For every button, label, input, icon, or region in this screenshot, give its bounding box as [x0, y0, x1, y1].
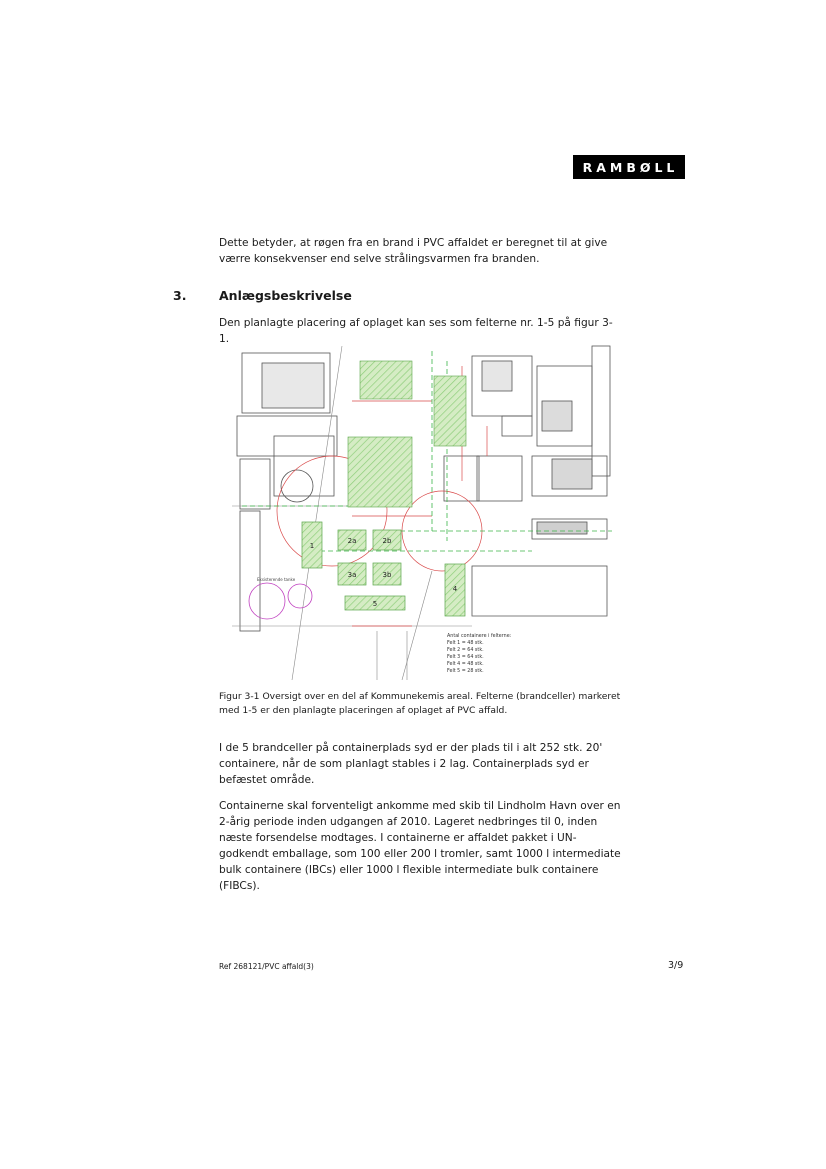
legend-row: Felt 1 = 48 stk. [447, 641, 484, 646]
body-paragraph-1: I de 5 brandceller på containerplads syd er der plads til i alt 252 stk. 20' containere, når de som planlagt stables i 2 lag. Containerplads syd er befæstet område. [219, 742, 603, 786]
page-number: 3/9 [668, 960, 684, 971]
site-plan-figure [232, 341, 613, 680]
legend-row: Felt 2 = 64 stk. [447, 648, 484, 653]
section-lead: Den planlagte placering af oplaget kan ses som felterne nr. 1-5 på figur 3-1. [219, 317, 613, 345]
legend-row: Felt 4 = 48 stk. [447, 662, 484, 667]
footer-reference: Ref 268121/PVC affald(3) [219, 962, 314, 971]
ramboll-logo: RAMBØLL [573, 155, 685, 179]
svg-text:Eksisterende tanke: Eksisterende tanke [257, 577, 296, 582]
field-2a-label: 2a [347, 537, 357, 545]
legend-row: Felt 5 = 28 stk. [447, 669, 484, 674]
legend-row: Felt 3 = 64 stk. [447, 655, 484, 660]
intro-paragraph: Dette betyder, at røgen fra en brand i PVC affaldet er beregnet til at give værre konsekvenser end selve strålingsvarmen fra branden. [219, 237, 608, 265]
section-number: 3. [173, 288, 187, 303]
legend-title: Antal containere i felterne: [447, 634, 512, 639]
field-2b-label: 2b [382, 537, 392, 545]
figure-caption: Figur 3-1 Oversigt over en del af Kommunekemis areal. Felterne (brandceller) markeret med 1-5 er den planlagte placeringen af oplaget af PVC affald. [219, 691, 621, 716]
field-3a-label: 3a [347, 571, 357, 579]
field-4-label: 4 [452, 585, 458, 593]
field-5-label: 5 [372, 600, 378, 608]
section-title: Anlægsbeskrivelse [219, 288, 352, 303]
field-3b-label: 3b [382, 571, 392, 579]
body-paragraph-2: Containerne skal forventeligt ankomme med skib til Lindholm Havn over en 2-årig periode inden udgangen af 2010. Lageret nedbringes til 0, inden næste forsendelse modtages. I containerne er affaldet pakket i UN-godkendt emballage, som 100 eller 200 l tromler, samt 1000 l intermediate bulk containere (IBCs) eller 1000 l flexible intermediate bulk containere (FIBCs). [219, 800, 621, 892]
field-1-label: 1 [309, 542, 315, 550]
